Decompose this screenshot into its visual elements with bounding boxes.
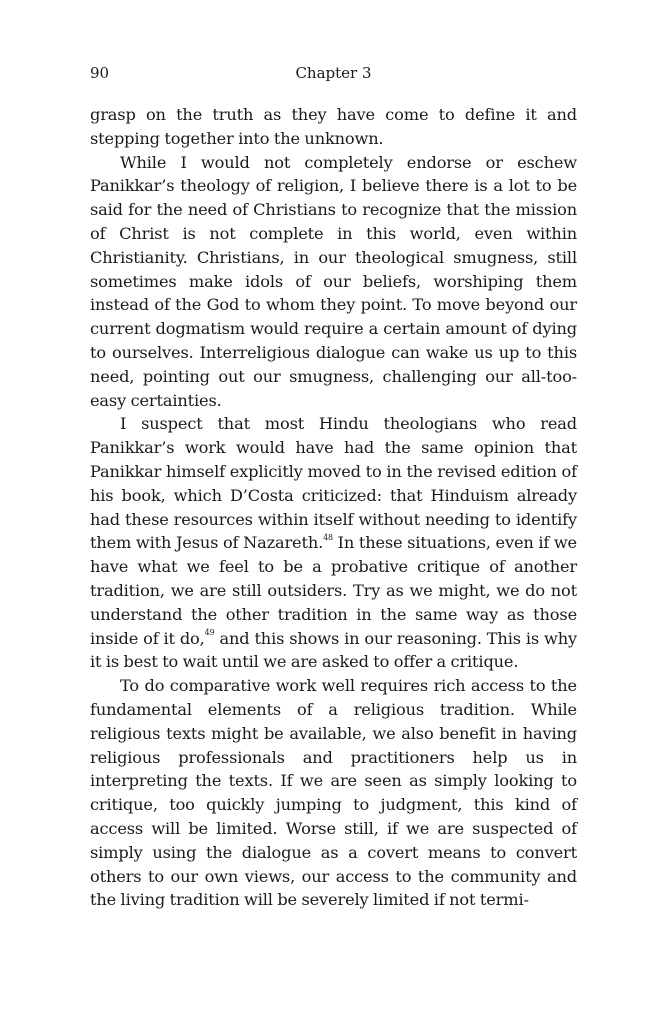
body-text xyxy=(90,103,577,912)
paragraph xyxy=(90,412,577,674)
chapter-title: Chapter 3 xyxy=(295,64,372,82)
paragraph xyxy=(90,674,577,912)
paragraph-text: While I would not completely endorse or eschew Panikkar’s theology of religion, I believe there is a lot to be said for the need of Christians to recognize that the mission of Christ is not complete in this world, even within Christianity. Christians, in our theological smugness, still sometimes make idols of our beliefs, worshiping them instead of the God to whom they point. To move beyond our current dogmatism would require a certain amount of dying to ourselves. Interreligious dialogue can wake us up to this need, pointing out our smugness, challenging our all-too-easy certainties. xyxy=(90,152,577,410)
paragraph xyxy=(90,151,577,413)
book-page xyxy=(90,58,577,912)
footnote-ref-49[interactable]: 49 xyxy=(204,628,215,638)
paragraph-text: grasp on the truth as they have come to define it and stepping together into the unknown. xyxy=(90,105,577,148)
paragraph-continuation xyxy=(90,103,577,151)
footnote-ref-48[interactable]: 48 xyxy=(323,532,333,542)
paragraph-text: To do comparative work well requires rich access to the fundamental elements of a religious tradition. While religious texts might be available, we also benefit in having religious professionals and practitioners help us in interpreting the texts. If we are seen as simply looking to critique, too quickly jumping to judgment, this kind of access will be limited. Worse still, if we are suspected of simply using the dialogue as a covert means to convert others to our own views, our access to the community and the living tradition will be severely limited if not termi- xyxy=(90,676,577,910)
running-head xyxy=(90,58,577,88)
page-number: 90 xyxy=(90,64,110,82)
paragraph-text: I suspect that most Hindu theologians who read Panikkar’s work would have had the same opinion that Panikkar himself explicitly moved to in the revised edition of his book, which D’Costa criticized: that Hinduism already had these resources within itself without needing to identify them with Jesus of Nazareth. xyxy=(90,414,577,553)
paragraph-text: In these situations, even if we have what we feel to be a probative critique of another tradition, we are still outsiders. Try as we might, we do not understand the other tradition in the same way as those inside of it do, xyxy=(90,533,577,648)
paragraph-text: and this shows in our reasoning. This is why it is best to wait until we are asked to offer a critique. xyxy=(90,628,577,672)
